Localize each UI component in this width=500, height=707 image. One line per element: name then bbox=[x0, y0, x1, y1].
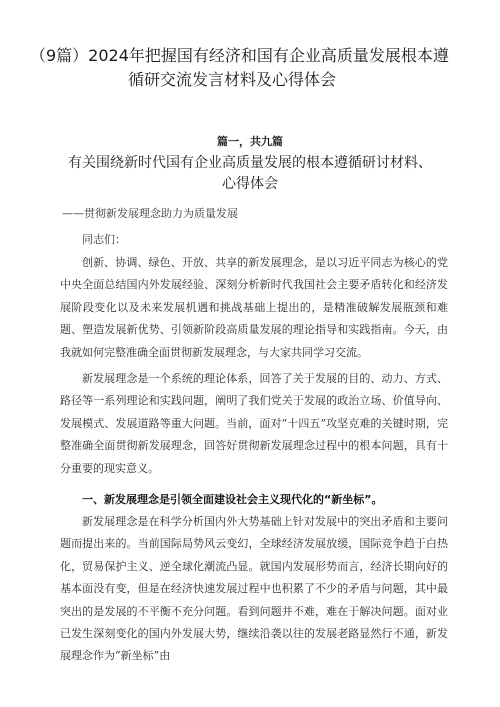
document-title bbox=[30, 44, 470, 92]
article-subtitle: ——贯彻新发展理念助力为质量发展 bbox=[62, 207, 238, 220]
paragraph-1: 创新、协调、绿色、开放、共享的新发展理念，是以习近平同志为核心的党中央全面总结国内外发展经验、深刻分析新时代我国社会主要矛盾转化和经济发展阶段变化以及未来发展机遇和挑战基础上提出的，是精准破解发展瓶颈和难题、塑造发展新优势、引领新阶段高质量发展的理论指导和实践指南。今天，由我就如何完整准确全面贯彻新发展理念，与大家共同学习交流。 bbox=[60, 256, 448, 359]
article-title-line-2: 心得体会 bbox=[222, 176, 278, 192]
section-heading-1: 一、新发展理念是引领全面建设社会主义现代化的“新坐标”。 bbox=[82, 493, 383, 506]
paragraph-2: 新发展理念是一个系统的理论体系，回答了关于发展的目的、动力、方式、路径等一系列理论和实践问题，阐明了我们党关于发展的政治立场、价值导向、发展模式、发展道路等重大问题。当前，面对“十四五”攻坚克难的关键时期，完整准确全面贯彻新发展理念，回答好贯彻新发展理念过程中的根本问题，具有十分重要的现实意义。 bbox=[60, 372, 448, 475]
document-title-line-1: （9篇）2024年把握国有经济和国有企业高质量发展根本遵 bbox=[30, 46, 449, 65]
paragraph-3: 新发展理念是在科学分析国内外大势基础上针对发展中的突出矛盾和主要问题而提出来的。当前国际局势风云变幻，全球经济发展放缓，国际竞争趋于白热化，贸易保护主义、逆全球化潮流凸显。就国内发展形势而言，经济长期向好的基本面没有变，但是在经济快速发展过程中也积累了不少的矛盾与问题，其中最突出的是发展的不平衡不充分问题。看到问题并不难，难在于解决问题。面对业已发生深刻变化的国内外发展大势，继续沿袭以往的发展老路显然行不通，新发展理念作为“新坐标”由 bbox=[60, 515, 448, 663]
greeting: 同志们： bbox=[82, 233, 126, 246]
document-title-line-2: 循研交流发言材料及心得体会 bbox=[128, 70, 337, 89]
article-title bbox=[30, 153, 470, 195]
section-label: 篇一，共九篇 bbox=[217, 135, 283, 148]
article-title-line-1: 有关围绕新时代国有企业高质量发展的根本遵循研讨材料、 bbox=[68, 155, 432, 171]
